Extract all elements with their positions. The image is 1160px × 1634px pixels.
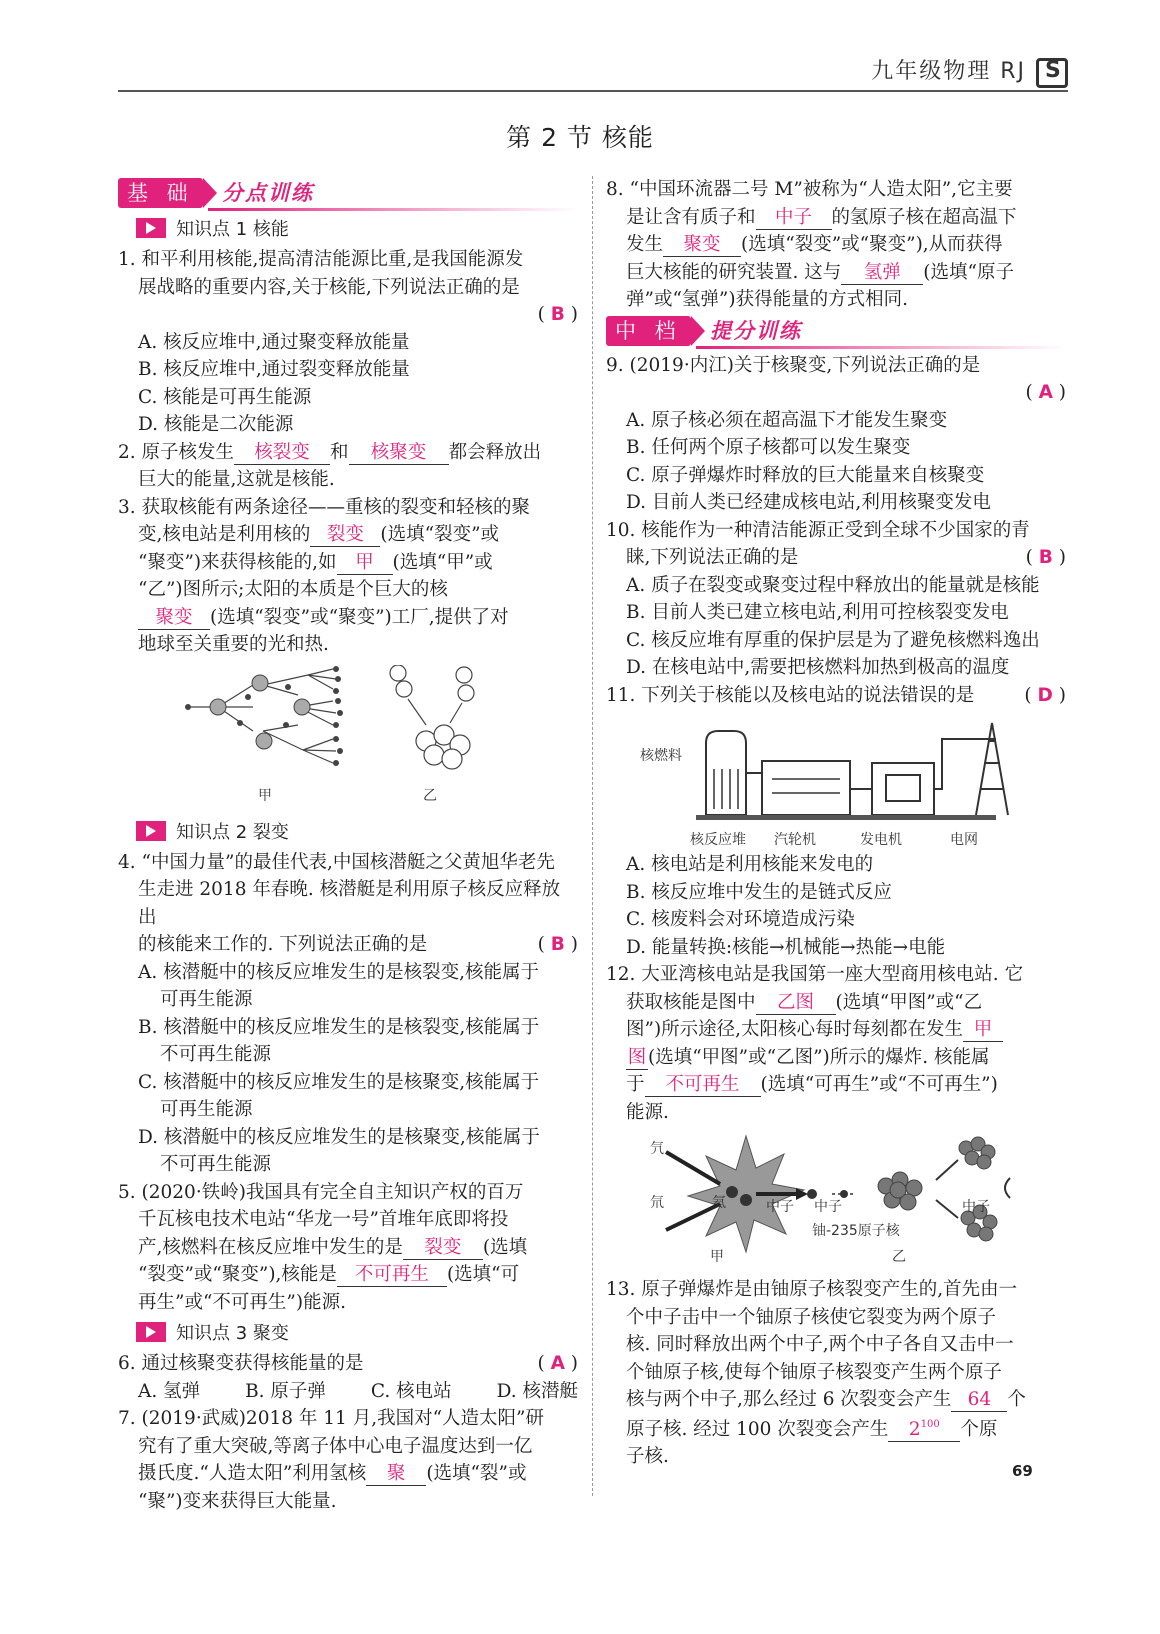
- answer-blank: 中子: [756, 207, 832, 230]
- fission-fusion-diagram: [168, 665, 588, 815]
- option-a: A. 核潜艇中的核反应堆发生的是核裂变,核能属于: [138, 961, 540, 983]
- figure-label-neutron: 中子: [766, 1199, 794, 1215]
- option-c: C. 核潜艇中的核反应堆发生的是核聚变,核能属于: [138, 1071, 540, 1093]
- figure-label-helium: 氦: [712, 1195, 726, 1211]
- question-text: 和: [330, 441, 349, 463]
- column-divider: [592, 176, 593, 1496]
- answer-blank: [888, 1414, 960, 1442]
- answer-letter: B: [550, 304, 565, 325]
- answer-blank: 甲: [963, 1019, 1003, 1042]
- question-text: 再生”或“不可再生”)能源.: [138, 1291, 346, 1313]
- figure-label-deuterium: 氘: [650, 1195, 664, 1211]
- question-text: (选填: [482, 1236, 528, 1258]
- answer-blank: 聚变: [138, 607, 210, 630]
- question-text: 变,核电站是利用核的: [138, 524, 311, 545]
- figure-label-neutron: 中子: [814, 1199, 842, 1215]
- fusion-fission-figure: [606, 1130, 1066, 1276]
- figure-label-neutron: 中子: [962, 1199, 990, 1215]
- answer-base: 2: [908, 1418, 921, 1440]
- right-column: [606, 176, 1066, 1471]
- answer-bracket: ( D ): [1024, 684, 1066, 706]
- question-text: 原子核. 经过 100 次裂变会产生: [626, 1418, 889, 1440]
- question-13: [606, 1276, 1066, 1471]
- question-text: 11. 下列关于核能以及核电站的说法错误的是: [606, 684, 975, 706]
- figure-caption-b: 乙: [892, 1249, 906, 1265]
- question-text: 4. “中国力量”的最佳代表,中国核潜艇之父黄旭华老先: [118, 851, 555, 873]
- option-d: D. 核潜艇: [496, 1380, 578, 1402]
- option-d: D. 目前人类已经建成核电站,利用核聚变发电: [626, 492, 991, 513]
- question-text: “聚变”)来获得核能的,如: [138, 551, 337, 573]
- play-arrow-icon: [136, 1322, 166, 1342]
- option-b: B. 核反应堆中,通过裂变释放能量: [138, 359, 410, 380]
- banner-text: 分点训练: [222, 181, 314, 205]
- answer-blank: 氢弹: [841, 262, 923, 285]
- question-text: 子核.: [626, 1446, 669, 1467]
- answer-exponent: 100: [920, 1418, 940, 1430]
- question-text: (选填“裂变”或: [380, 524, 500, 545]
- question-text: 图”)所示途径,太阳核心每时每刻都在发生: [626, 1019, 964, 1040]
- banner-tag: 中 档: [606, 316, 691, 346]
- knowledge-point-label: 知识点 2 裂变: [176, 821, 289, 843]
- question-text: (选填“甲”或: [392, 551, 493, 573]
- answer-blank: 图: [627, 1046, 647, 1068]
- answer-blank: 甲: [337, 552, 393, 575]
- figure-label-protium: 氕: [650, 1141, 664, 1157]
- question-text: 核. 同时释放出两个中子,两个中子各自又击中一: [626, 1334, 1014, 1355]
- option-a: 可再生能源: [160, 989, 253, 1010]
- question-text: 巨大的能量,这就是核能.: [138, 469, 335, 490]
- answer-blank: 乙图: [756, 992, 836, 1015]
- basic-training-banner: [118, 176, 578, 212]
- option-d: D. 核潜艇中的核反应堆发生的是核聚变,核能属于: [138, 1126, 540, 1148]
- question-12: [606, 961, 1066, 1276]
- answer-letter: B: [1038, 547, 1053, 568]
- question-text: 2. 原子核发生: [118, 441, 235, 463]
- figure-label-turbine: 汽轮机: [774, 832, 816, 848]
- question-text: “乙”)图所示;太阳的本质是个巨大的核: [138, 579, 448, 600]
- figure-label-generator: 发电机: [860, 832, 902, 848]
- question-stem: 展战略的重要内容,关于核能,下列说法正确的是: [138, 276, 520, 298]
- answer-blank: 核裂变: [234, 442, 330, 465]
- knowledge-point-label: 知识点 3 聚变: [176, 1323, 289, 1344]
- knowledge-point-label: 知识点 1 核能: [176, 219, 289, 240]
- question-text: 9. (2019·内江)关于核聚变,下列说法正确的是: [606, 354, 981, 376]
- knowledge-point-3: [136, 1320, 578, 1348]
- answer-bracket: ( A ): [537, 1353, 578, 1374]
- option-a: A. 原子核必须在超高温下才能发生聚变: [626, 409, 948, 431]
- banner-underline: [696, 346, 1066, 349]
- question-7: [118, 1405, 578, 1515]
- options-row: [118, 1378, 578, 1406]
- fission-fusion-figure: [118, 665, 578, 815]
- question-text: “聚”)变来获得巨大能量.: [138, 1490, 337, 1512]
- question-text: 个中子击中一个铀原子核使它裂变为两个原子: [626, 1306, 997, 1328]
- question-text: 的氢原子核在超高温下: [831, 206, 1017, 228]
- option-c: C. 原子弹爆炸时释放的巨大能量来自核聚变: [626, 464, 985, 486]
- question-1: [118, 246, 578, 439]
- question-stem: 1. 和平利用核能,提高清洁能源比重,是我国能源发: [118, 249, 524, 270]
- answer-letter: A: [550, 1353, 565, 1374]
- question-text: 千瓦核电技术电站“华龙一号”首堆年底即将投: [138, 1209, 509, 1230]
- question-text: 核与两个中子,那么经过 6 次裂变会产生: [626, 1389, 952, 1410]
- question-text: 是让含有质子和: [626, 206, 756, 228]
- figure-label-grid: 电网: [950, 832, 978, 848]
- question-text: 8. “中国环流器二号 M”被称为“人造太阳”,它主要: [606, 179, 1013, 200]
- answer-blank: 不可再生: [337, 1264, 447, 1287]
- answer-bracket: ( B ): [537, 304, 578, 325]
- question-text: 个原: [960, 1418, 998, 1440]
- option-c: C. 核反应堆有厚重的保护层是为了避免核燃料逸出: [626, 629, 1040, 651]
- grade-subject-label: 九年级物理 RJ: [871, 59, 1026, 84]
- option-b: 不可再生能源: [160, 1044, 272, 1065]
- question-6: [118, 1350, 578, 1405]
- option-c: C. 核废料会对环境造成污染: [626, 909, 855, 930]
- question-text: 6. 通过核聚变获得核能量的是: [118, 1353, 364, 1374]
- question-text: 3. 获取核能有两条途径——重核的裂变和轻核的聚: [118, 496, 531, 518]
- power-plant-figure: [606, 709, 1066, 851]
- play-arrow-icon: [136, 218, 166, 238]
- question-text: (选填“可再生”或“不可再生”): [760, 1074, 998, 1095]
- answer-blank: 裂变: [403, 1237, 483, 1260]
- banner-underline: [208, 208, 578, 211]
- fusion-fission-diagram: [636, 1130, 1056, 1276]
- question-text: 发生: [626, 234, 664, 255]
- figure-label-fuel: 核燃料: [640, 748, 682, 764]
- figure-label-reactor: 核反应堆: [690, 832, 746, 848]
- option-c: 可再生能源: [160, 1099, 253, 1120]
- answer-letter: D: [1037, 684, 1053, 706]
- question-text: 产,核燃料在核反应堆中发生的是: [138, 1236, 403, 1258]
- option-a: A. 质子在裂变或聚变过程中释放出的能量就是核能: [626, 574, 1040, 596]
- page-number: 69: [1012, 1462, 1033, 1480]
- left-column: [118, 176, 578, 1515]
- question-text: (选填“裂”或: [426, 1463, 527, 1484]
- answer-blank: 裂变: [310, 524, 380, 547]
- figure-caption-b: 乙: [423, 787, 437, 804]
- question-text: (选填“可: [446, 1264, 520, 1285]
- option-b: B. 核潜艇中的核反应堆发生的是核裂变,核能属于: [138, 1016, 540, 1038]
- question-11: [606, 682, 1066, 962]
- question-text: 5. (2020·铁岭)我国具有完全自主知识产权的百万: [118, 1181, 524, 1203]
- question-text: (选填“原子: [923, 261, 1014, 283]
- question-text: (选填“甲图”或“乙: [835, 991, 983, 1013]
- answer-bracket: ( A ): [1025, 382, 1066, 403]
- section-title: 第 2 节 核能: [506, 123, 654, 152]
- page-header: [118, 56, 1068, 92]
- figure-label-uranium: 铀-235原子核: [812, 1223, 900, 1239]
- question-3: [118, 494, 578, 815]
- option-b: B. 原子弹: [245, 1380, 326, 1402]
- option-d: D. 在核电站中,需要把核燃料加热到极高的温度: [626, 657, 1010, 678]
- question-5: [118, 1179, 578, 1317]
- question-text: 生走进 2018 年春晚. 核潜艇是利用原子核反应释放出: [138, 879, 561, 928]
- banner-text: 提分训练: [710, 318, 802, 343]
- option-d: D. 核能是二次能源: [138, 414, 294, 435]
- banner-tag: 基 础: [118, 178, 203, 208]
- option-a: A. 氢弹: [138, 1380, 201, 1402]
- option-d: D. 能量转换:核能→机械能→热能→电能: [626, 936, 946, 958]
- option-c: C. 核电站: [370, 1380, 452, 1402]
- question-8: [606, 176, 1066, 314]
- question-text: 的核能来工作的. 下列说法正确的是: [138, 934, 428, 955]
- publisher-logo-icon: [1036, 58, 1068, 88]
- option-c: C. 核能是可再生能源: [138, 386, 312, 408]
- answer-blank: 不可再生: [645, 1074, 761, 1097]
- option-b: B. 核反应堆中发生的是链式反应: [626, 881, 892, 903]
- answer-letter: A: [1038, 382, 1053, 403]
- question-text: 获取核能是图中: [626, 991, 756, 1013]
- question-text: 于: [626, 1074, 645, 1095]
- question-text: 12. 大亚湾核电站是我国第一座大型商用核电站. 它: [606, 964, 1024, 985]
- question-text: 10. 核能作为一种清洁能源正受到全球不少国家的青: [606, 519, 1030, 541]
- question-text: 13. 原子弹爆炸是由铀原子核裂变产生的,首先由一: [606, 1279, 1018, 1300]
- figure-caption-a: 甲: [710, 1249, 724, 1265]
- question-4: [118, 849, 578, 1179]
- question-text: 地球至关重要的光和热.: [138, 634, 329, 655]
- question-text: “裂变”或“聚变”),核能是: [138, 1264, 337, 1285]
- play-arrow-icon: [136, 821, 166, 841]
- question-text: (选填“裂变”或“聚变”)工厂,提供了对: [210, 606, 509, 628]
- option-a: A. 核电站是利用核能来发电的: [626, 854, 874, 875]
- question-text: (选填“裂变”或“聚变”),从而获得: [741, 234, 1003, 255]
- answer-bracket: ( B ): [1025, 547, 1066, 568]
- question-text: 究有了重大突破,等离子体中心电子温度达到一亿: [138, 1435, 533, 1457]
- option-a: A. 核反应堆中,通过聚变释放能量: [138, 331, 410, 353]
- answer-blank: 聚: [366, 1463, 426, 1486]
- question-text: 个铀原子核,使每个铀原子核裂变产生两个原子: [626, 1361, 1002, 1383]
- question-text: 摄氏度.“人造太阳”利用氢核: [138, 1463, 367, 1484]
- question-text: 都会释放出: [448, 441, 542, 463]
- answer-letter: B: [550, 934, 565, 955]
- question-text: 巨大核能的研究装置. 这与: [626, 261, 842, 283]
- answer-blank: 聚变: [663, 234, 741, 257]
- option-b: B. 任何两个原子核都可以发生聚变: [626, 437, 911, 458]
- question-10: [606, 517, 1066, 682]
- question-text: 能源.: [626, 1101, 669, 1123]
- question-text: (选填“甲图”或“乙图”)所示的爆炸. 核能属: [648, 1046, 990, 1068]
- question-2: [118, 439, 578, 494]
- question-9: [606, 352, 1066, 517]
- question-text: 7. (2019·武威)2018 年 11 月,我国对“人造太阳”研: [118, 1408, 544, 1429]
- question-text: 睐,下列说法正确的是: [626, 547, 799, 568]
- figure-caption-a: 甲: [258, 787, 272, 804]
- mid-training-banner: [606, 314, 1066, 350]
- knowledge-point-2: [136, 819, 578, 847]
- answer-blank: 核聚变: [349, 442, 449, 465]
- answer-blank: 64: [951, 1389, 1007, 1412]
- knowledge-point-1: [136, 216, 578, 244]
- question-text: 弹”或“氢弹”)获得能量的方式相同.: [626, 289, 908, 310]
- question-text: 个: [1007, 1389, 1026, 1410]
- option-d: 不可再生能源: [160, 1154, 272, 1175]
- answer-bracket: ( B ): [537, 934, 578, 955]
- option-b: B. 目前人类已建立核电站,利用可控核裂变发电: [626, 602, 1009, 623]
